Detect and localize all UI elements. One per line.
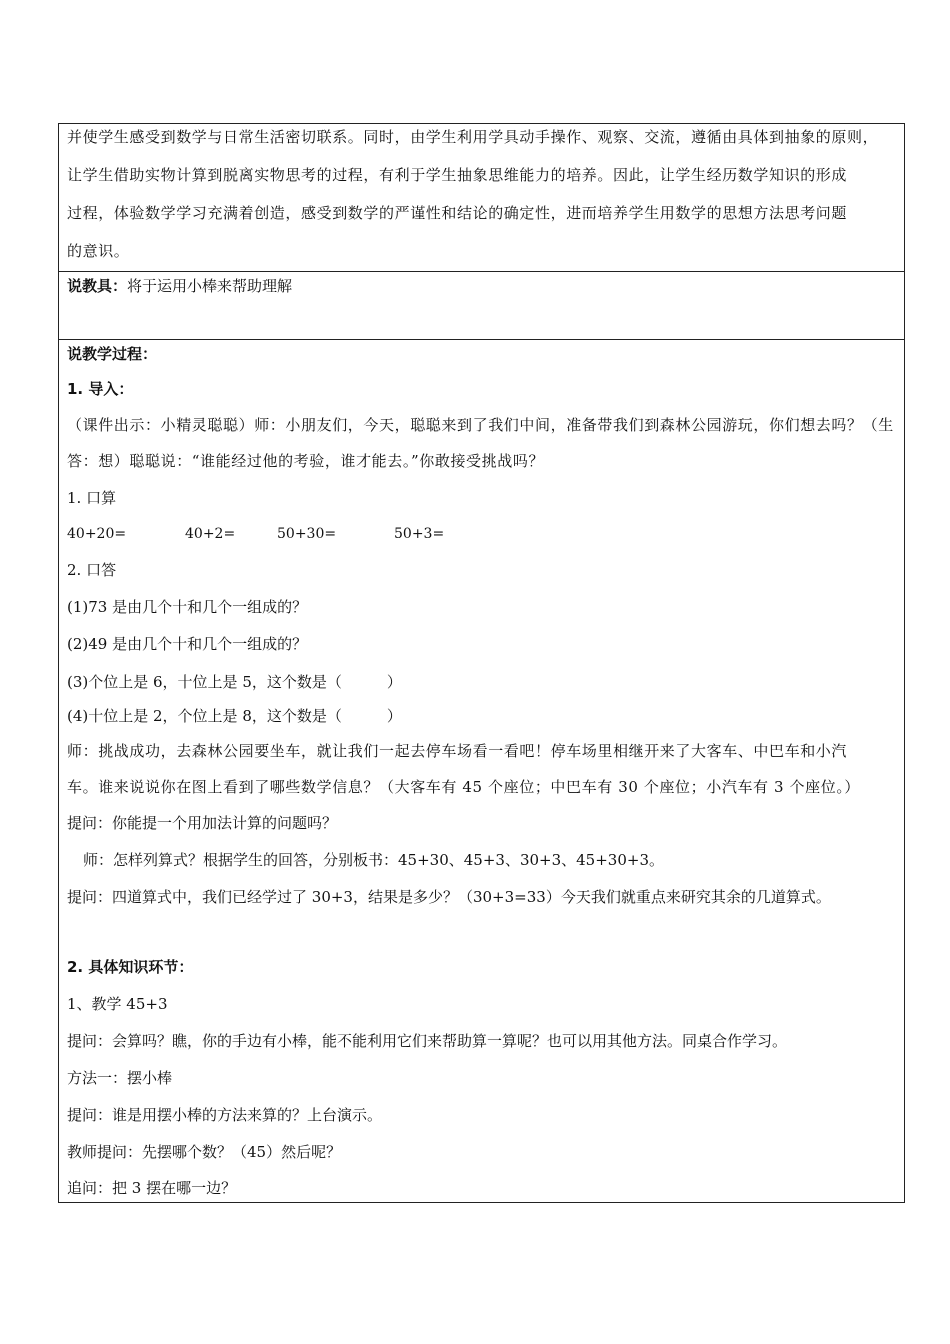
paragraph-line: 的意识。 [67,242,130,260]
teach-45-3: 1、教学 45+3 [67,995,168,1013]
calc-item: 50+30= [277,526,337,542]
teaching-tools-cell [59,272,904,340]
intro-line: （课件出示：小精灵聪聪）师：小朋友们，今天，聪聪来到了我们中间，准备带我们到森林公园游玩，你们想去吗？（生 [67,416,894,434]
ask-who: 提问：谁是用摆小棒的方法来算的？上台演示。 [67,1106,383,1124]
ask-addition: 提问：你能提一个用加法计算的问题吗？ [67,814,338,832]
calc-item: 40+2= [185,526,236,542]
calc-item: 50+3= [394,526,445,542]
question: (3)个位上是 6，十位上是 5，这个数是（ ） [67,673,402,691]
lesson-plan-table [58,123,905,1203]
section1-title: 1. 导入： [67,380,134,398]
paragraph-line: 并使学生感受到数学与日常生活密切联系。同时，由学生利用学具动手操作、观察、交流，遵循由具体到抽象的原则， [67,128,879,146]
process-heading: 说教学过程： [67,345,158,363]
method1: 方法一：摆小棒 [67,1069,173,1087]
question: (4)十位上是 2，个位上是 8，这个数是（ ） [67,707,402,725]
paragraph-line: 让学生借助实物计算到脱离实物思考的过程，有利于学生抽象思维能力的培养。因此，让学生经历数学知识的形成 [67,166,848,184]
teaching-tools-text: 将于运用小棒来帮助理解 [127,277,293,295]
section2-title: 2. 具体知识环节： [67,958,194,976]
teacher-ask: 教师提问：先摆哪个数？（45）然后呢？ [67,1143,342,1161]
oral-answer-title: 2. 口答 [67,561,117,579]
list-formula: 师：怎样列算式？根据学生的回答，分别板书：45+30、45+3、30+3、45+30+3。 [83,851,664,869]
ask-can-calc: 提问：会算吗？瞧，你的手边有小棒，能不能利用它们来帮助算一算呢？也可以用其他方法。同桌合作学习。 [67,1032,788,1050]
teaching-tools-line [67,276,292,296]
intro-line: 答：想）聪聪说：“谁能经过他的考验，谁才能去。”你敢接受挑战吗？ [67,452,545,470]
oral-calc-title: 1. 口算 [67,489,117,507]
question: (1)73 是由几个十和几个一组成的？ [67,598,308,616]
success-line: 师：挑战成功，去森林公园要坐车，就让我们一起去停车场看一看吧！停车场里相继开来了大客车、中巴车和小汽 [67,742,848,760]
teaching-process-cell [59,340,904,1202]
teaching-tools-label: 说教具： [67,277,128,295]
question: (2)49 是由几个十和几个一组成的？ [67,635,308,653]
follow-up: 追问：把 3 摆在哪一边？ [67,1179,237,1197]
paragraph-line: 过程，体验数学学习充满着创造，感受到数学的严谨性和结论的确定性，进而培养学生用数学的思想方法思考问题 [67,204,848,222]
calc-item: 40+20= [67,526,127,542]
success-line: 车。谁来说说你在图上看到了哪些数学信息？（大客车有 45 个座位；中巴车有 30 个座位；小汽车有 3 个座位。） [67,778,861,796]
intro-paragraph-cell [59,124,904,272]
four-formulas: 提问：四道算式中，我们已经学过了 30+3，结果是多少？（30+3=33）今天我们就重点来研究其余的几道算式。 [67,888,831,906]
